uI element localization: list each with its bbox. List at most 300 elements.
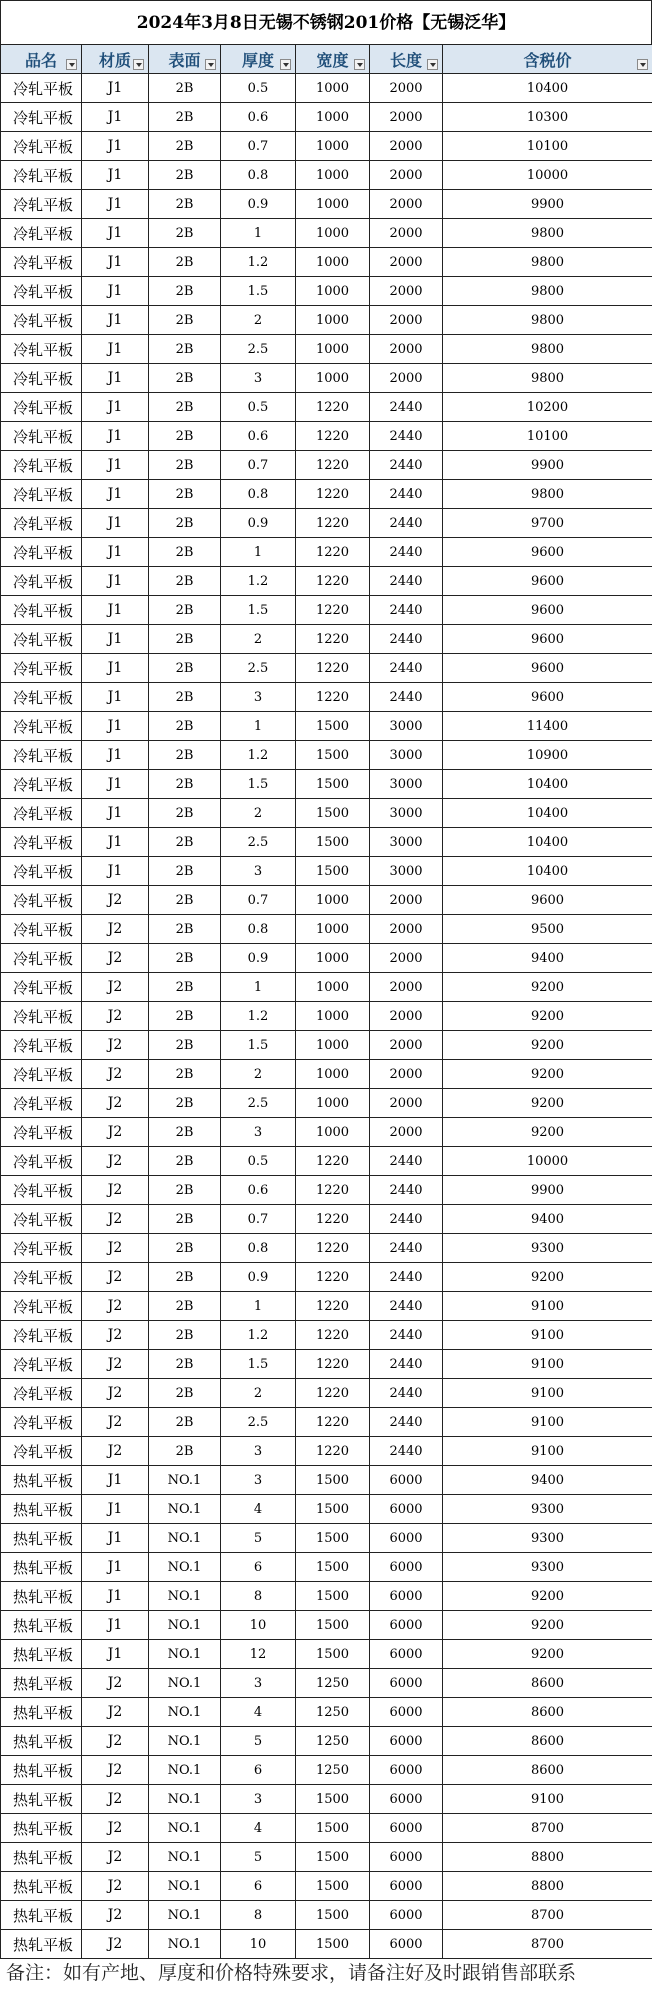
cell-surface[interactable]: NO.1 — [149, 1611, 221, 1640]
cell-thickness[interactable]: 2.5 — [221, 654, 296, 683]
cell-thickness[interactable]: 4 — [221, 1698, 296, 1727]
cell-thickness[interactable]: 0.6 — [221, 422, 296, 451]
cell-width[interactable]: 1500 — [296, 1553, 370, 1582]
cell-price[interactable]: 9200 — [443, 1060, 652, 1089]
cell-thickness[interactable]: 2 — [221, 625, 296, 654]
filter-dropdown-icon[interactable] — [427, 59, 438, 70]
cell-price[interactable]: 9400 — [443, 944, 652, 973]
cell-thickness[interactable]: 1 — [221, 1292, 296, 1321]
cell-surface[interactable]: 2B — [149, 625, 221, 654]
cell-material[interactable]: J1 — [82, 596, 149, 625]
cell-width[interactable]: 1250 — [296, 1727, 370, 1756]
cell-width[interactable]: 1220 — [296, 683, 370, 712]
cell-length[interactable]: 2000 — [370, 915, 443, 944]
cell-length[interactable]: 2000 — [370, 973, 443, 1002]
cell-material[interactable]: J1 — [82, 393, 149, 422]
cell-name[interactable]: 冷轧平板 — [1, 1031, 82, 1060]
cell-surface[interactable]: NO.1 — [149, 1466, 221, 1495]
cell-width[interactable]: 1220 — [296, 1205, 370, 1234]
cell-thickness[interactable]: 3 — [221, 1437, 296, 1466]
cell-name[interactable]: 冷轧平板 — [1, 625, 82, 654]
cell-thickness[interactable]: 3 — [221, 1118, 296, 1147]
cell-thickness[interactable]: 12 — [221, 1640, 296, 1669]
cell-length[interactable]: 2000 — [370, 277, 443, 306]
cell-thickness[interactable]: 1.2 — [221, 741, 296, 770]
cell-width[interactable]: 1500 — [296, 1582, 370, 1611]
cell-length[interactable]: 2440 — [370, 1292, 443, 1321]
cell-material[interactable]: J2 — [82, 915, 149, 944]
cell-length[interactable]: 2000 — [370, 886, 443, 915]
cell-length[interactable]: 6000 — [370, 1843, 443, 1872]
cell-name[interactable]: 冷轧平板 — [1, 886, 82, 915]
cell-name[interactable]: 冷轧平板 — [1, 1147, 82, 1176]
cell-thickness[interactable]: 1.2 — [221, 567, 296, 596]
cell-price[interactable]: 9200 — [443, 1263, 652, 1292]
cell-thickness[interactable]: 5 — [221, 1524, 296, 1553]
cell-width[interactable]: 1220 — [296, 422, 370, 451]
cell-surface[interactable]: NO.1 — [149, 1640, 221, 1669]
cell-length[interactable]: 2440 — [370, 1379, 443, 1408]
cell-surface[interactable]: 2B — [149, 248, 221, 277]
cell-width[interactable]: 1220 — [296, 1263, 370, 1292]
cell-surface[interactable]: 2B — [149, 1147, 221, 1176]
cell-surface[interactable]: 2B — [149, 306, 221, 335]
cell-length[interactable]: 2000 — [370, 248, 443, 277]
cell-width[interactable]: 1220 — [296, 1321, 370, 1350]
cell-price[interactable]: 9100 — [443, 1437, 652, 1466]
cell-material[interactable]: J1 — [82, 538, 149, 567]
cell-width[interactable]: 1500 — [296, 1872, 370, 1901]
cell-material[interactable]: J2 — [82, 1872, 149, 1901]
cell-price[interactable]: 9300 — [443, 1234, 652, 1263]
cell-surface[interactable]: NO.1 — [149, 1553, 221, 1582]
cell-length[interactable]: 2440 — [370, 1263, 443, 1292]
cell-width[interactable]: 1500 — [296, 1901, 370, 1930]
cell-thickness[interactable]: 0.9 — [221, 944, 296, 973]
cell-surface[interactable]: 2B — [149, 1089, 221, 1118]
cell-price[interactable]: 10000 — [443, 1147, 652, 1176]
cell-length[interactable]: 3000 — [370, 741, 443, 770]
cell-surface[interactable]: 2B — [149, 1437, 221, 1466]
cell-material[interactable]: J1 — [82, 770, 149, 799]
cell-name[interactable]: 热轧平板 — [1, 1930, 82, 1959]
cell-length[interactable]: 2000 — [370, 219, 443, 248]
cell-width[interactable]: 1000 — [296, 335, 370, 364]
cell-width[interactable]: 1220 — [296, 393, 370, 422]
cell-price[interactable]: 9300 — [443, 1524, 652, 1553]
cell-name[interactable]: 冷轧平板 — [1, 1263, 82, 1292]
cell-name[interactable]: 冷轧平板 — [1, 857, 82, 886]
cell-thickness[interactable]: 0.6 — [221, 1176, 296, 1205]
cell-surface[interactable]: 2B — [149, 393, 221, 422]
cell-width[interactable]: 1250 — [296, 1698, 370, 1727]
cell-name[interactable]: 热轧平板 — [1, 1669, 82, 1698]
cell-thickness[interactable]: 4 — [221, 1495, 296, 1524]
cell-price[interactable]: 8600 — [443, 1756, 652, 1785]
cell-name[interactable]: 冷轧平板 — [1, 596, 82, 625]
cell-length[interactable]: 2440 — [370, 1408, 443, 1437]
cell-material[interactable]: J2 — [82, 1321, 149, 1350]
cell-width[interactable]: 1220 — [296, 1147, 370, 1176]
cell-material[interactable]: J2 — [82, 1263, 149, 1292]
cell-thickness[interactable]: 0.8 — [221, 915, 296, 944]
cell-price[interactable]: 10400 — [443, 828, 652, 857]
cell-width[interactable]: 1500 — [296, 828, 370, 857]
cell-length[interactable]: 2440 — [370, 480, 443, 509]
cell-material[interactable]: J2 — [82, 1814, 149, 1843]
cell-name[interactable]: 热轧平板 — [1, 1524, 82, 1553]
cell-length[interactable]: 6000 — [370, 1727, 443, 1756]
cell-price[interactable]: 9900 — [443, 190, 652, 219]
cell-price[interactable]: 9100 — [443, 1321, 652, 1350]
cell-thickness[interactable]: 1.5 — [221, 277, 296, 306]
cell-length[interactable]: 6000 — [370, 1611, 443, 1640]
cell-surface[interactable]: 2B — [149, 741, 221, 770]
cell-price[interactable]: 8700 — [443, 1814, 652, 1843]
cell-name[interactable]: 热轧平板 — [1, 1640, 82, 1669]
cell-surface[interactable]: 2B — [149, 857, 221, 886]
cell-width[interactable]: 1220 — [296, 1379, 370, 1408]
cell-name[interactable]: 冷轧平板 — [1, 1205, 82, 1234]
cell-price[interactable]: 9600 — [443, 654, 652, 683]
cell-length[interactable]: 3000 — [370, 799, 443, 828]
cell-thickness[interactable]: 6 — [221, 1553, 296, 1582]
cell-material[interactable]: J2 — [82, 1669, 149, 1698]
cell-length[interactable]: 2440 — [370, 1205, 443, 1234]
cell-price[interactable]: 9300 — [443, 1553, 652, 1582]
cell-material[interactable]: J1 — [82, 219, 149, 248]
cell-material[interactable]: J2 — [82, 1930, 149, 1959]
cell-surface[interactable]: NO.1 — [149, 1582, 221, 1611]
cell-name[interactable]: 冷轧平板 — [1, 1089, 82, 1118]
cell-width[interactable]: 1000 — [296, 132, 370, 161]
cell-material[interactable]: J1 — [82, 190, 149, 219]
cell-thickness[interactable]: 1 — [221, 538, 296, 567]
cell-width[interactable]: 1000 — [296, 364, 370, 393]
cell-material[interactable]: J2 — [82, 1350, 149, 1379]
cell-price[interactable]: 9900 — [443, 1176, 652, 1205]
cell-length[interactable]: 2440 — [370, 422, 443, 451]
cell-surface[interactable]: 2B — [149, 1002, 221, 1031]
cell-thickness[interactable]: 3 — [221, 1785, 296, 1814]
cell-thickness[interactable]: 4 — [221, 1814, 296, 1843]
cell-surface[interactable]: NO.1 — [149, 1495, 221, 1524]
cell-surface[interactable]: 2B — [149, 1263, 221, 1292]
cell-surface[interactable]: 2B — [149, 886, 221, 915]
cell-width[interactable]: 1000 — [296, 944, 370, 973]
cell-width[interactable]: 1000 — [296, 219, 370, 248]
cell-name[interactable]: 冷轧平板 — [1, 364, 82, 393]
cell-price[interactable]: 9200 — [443, 1031, 652, 1060]
cell-thickness[interactable]: 1.5 — [221, 770, 296, 799]
cell-name[interactable]: 热轧平板 — [1, 1698, 82, 1727]
cell-material[interactable]: J2 — [82, 1176, 149, 1205]
cell-name[interactable]: 热轧平板 — [1, 1466, 82, 1495]
cell-thickness[interactable]: 0.9 — [221, 1263, 296, 1292]
cell-length[interactable]: 2000 — [370, 306, 443, 335]
cell-price[interactable]: 8600 — [443, 1698, 652, 1727]
cell-length[interactable]: 6000 — [370, 1669, 443, 1698]
cell-name[interactable]: 冷轧平板 — [1, 451, 82, 480]
cell-thickness[interactable]: 3 — [221, 1466, 296, 1495]
cell-name[interactable]: 冷轧平板 — [1, 393, 82, 422]
cell-surface[interactable]: 2B — [149, 1118, 221, 1147]
cell-surface[interactable]: 2B — [149, 480, 221, 509]
cell-width[interactable]: 1500 — [296, 799, 370, 828]
cell-thickness[interactable]: 0.9 — [221, 190, 296, 219]
cell-length[interactable]: 2440 — [370, 451, 443, 480]
cell-length[interactable]: 6000 — [370, 1524, 443, 1553]
cell-width[interactable]: 1220 — [296, 538, 370, 567]
cell-length[interactable]: 2440 — [370, 654, 443, 683]
cell-name[interactable]: 冷轧平板 — [1, 1379, 82, 1408]
cell-material[interactable]: J2 — [82, 1379, 149, 1408]
cell-material[interactable]: J2 — [82, 1147, 149, 1176]
cell-surface[interactable]: NO.1 — [149, 1785, 221, 1814]
filter-dropdown-icon[interactable] — [133, 59, 144, 70]
cell-thickness[interactable]: 2 — [221, 1379, 296, 1408]
cell-price[interactable]: 8800 — [443, 1843, 652, 1872]
cell-material[interactable]: J1 — [82, 161, 149, 190]
cell-width[interactable]: 1500 — [296, 770, 370, 799]
cell-width[interactable]: 1000 — [296, 190, 370, 219]
cell-material[interactable]: J1 — [82, 248, 149, 277]
cell-surface[interactable]: NO.1 — [149, 1669, 221, 1698]
cell-name[interactable]: 热轧平板 — [1, 1727, 82, 1756]
cell-thickness[interactable]: 0.7 — [221, 132, 296, 161]
cell-price[interactable]: 9400 — [443, 1466, 652, 1495]
cell-surface[interactable]: 2B — [149, 103, 221, 132]
cell-surface[interactable]: 2B — [149, 915, 221, 944]
cell-thickness[interactable]: 1 — [221, 712, 296, 741]
cell-surface[interactable]: 2B — [149, 190, 221, 219]
cell-thickness[interactable]: 1 — [221, 973, 296, 1002]
cell-length[interactable]: 2000 — [370, 364, 443, 393]
cell-thickness[interactable]: 2.5 — [221, 828, 296, 857]
cell-material[interactable]: J1 — [82, 741, 149, 770]
cell-name[interactable]: 冷轧平板 — [1, 1002, 82, 1031]
cell-width[interactable]: 1220 — [296, 1234, 370, 1263]
cell-surface[interactable]: 2B — [149, 1031, 221, 1060]
cell-thickness[interactable]: 0.8 — [221, 161, 296, 190]
cell-material[interactable]: J2 — [82, 1031, 149, 1060]
cell-name[interactable]: 冷轧平板 — [1, 915, 82, 944]
cell-material[interactable]: J2 — [82, 1756, 149, 1785]
cell-name[interactable]: 冷轧平板 — [1, 712, 82, 741]
cell-width[interactable]: 1250 — [296, 1756, 370, 1785]
cell-width[interactable]: 1220 — [296, 1350, 370, 1379]
filter-dropdown-icon[interactable] — [66, 59, 77, 70]
cell-width[interactable]: 1000 — [296, 161, 370, 190]
cell-length[interactable]: 2440 — [370, 393, 443, 422]
cell-name[interactable]: 冷轧平板 — [1, 973, 82, 1002]
cell-price[interactable]: 9600 — [443, 596, 652, 625]
cell-name[interactable]: 冷轧平板 — [1, 161, 82, 190]
cell-price[interactable]: 8700 — [443, 1901, 652, 1930]
cell-width[interactable]: 1000 — [296, 1118, 370, 1147]
cell-material[interactable]: J2 — [82, 1901, 149, 1930]
cell-material[interactable]: J1 — [82, 422, 149, 451]
cell-name[interactable]: 冷轧平板 — [1, 190, 82, 219]
cell-surface[interactable]: 2B — [149, 1321, 221, 1350]
cell-length[interactable]: 2000 — [370, 103, 443, 132]
cell-surface[interactable]: 2B — [149, 1408, 221, 1437]
cell-surface[interactable]: 2B — [149, 799, 221, 828]
cell-material[interactable]: J1 — [82, 1640, 149, 1669]
cell-thickness[interactable]: 1.5 — [221, 596, 296, 625]
filter-dropdown-icon[interactable] — [354, 59, 365, 70]
cell-surface[interactable]: 2B — [149, 277, 221, 306]
cell-price[interactable]: 9500 — [443, 915, 652, 944]
cell-price[interactable]: 9200 — [443, 1611, 652, 1640]
cell-width[interactable]: 1220 — [296, 451, 370, 480]
cell-thickness[interactable]: 0.7 — [221, 451, 296, 480]
cell-price[interactable]: 9800 — [443, 335, 652, 364]
cell-thickness[interactable]: 1.5 — [221, 1031, 296, 1060]
cell-thickness[interactable]: 5 — [221, 1727, 296, 1756]
filter-dropdown-icon[interactable] — [205, 59, 216, 70]
cell-width[interactable]: 1220 — [296, 509, 370, 538]
cell-width[interactable]: 1000 — [296, 1031, 370, 1060]
cell-price[interactable]: 10000 — [443, 161, 652, 190]
cell-price[interactable]: 9600 — [443, 886, 652, 915]
cell-thickness[interactable]: 0.7 — [221, 886, 296, 915]
cell-surface[interactable]: 2B — [149, 1060, 221, 1089]
cell-thickness[interactable]: 1.2 — [221, 248, 296, 277]
cell-thickness[interactable]: 6 — [221, 1756, 296, 1785]
cell-name[interactable]: 冷轧平板 — [1, 277, 82, 306]
cell-width[interactable]: 1220 — [296, 1437, 370, 1466]
cell-name[interactable]: 热轧平板 — [1, 1756, 82, 1785]
cell-surface[interactable]: NO.1 — [149, 1930, 221, 1959]
cell-material[interactable]: J2 — [82, 1843, 149, 1872]
cell-surface[interactable]: 2B — [149, 335, 221, 364]
cell-length[interactable]: 2000 — [370, 1060, 443, 1089]
cell-thickness[interactable]: 6 — [221, 1872, 296, 1901]
cell-length[interactable]: 6000 — [370, 1930, 443, 1959]
cell-name[interactable]: 热轧平板 — [1, 1582, 82, 1611]
cell-material[interactable]: J2 — [82, 1089, 149, 1118]
cell-material[interactable]: J2 — [82, 1408, 149, 1437]
cell-material[interactable]: J2 — [82, 1785, 149, 1814]
cell-thickness[interactable]: 0.8 — [221, 1234, 296, 1263]
cell-length[interactable]: 3000 — [370, 712, 443, 741]
cell-thickness[interactable]: 0.8 — [221, 480, 296, 509]
cell-name[interactable]: 热轧平板 — [1, 1495, 82, 1524]
cell-length[interactable]: 6000 — [370, 1553, 443, 1582]
cell-name[interactable]: 冷轧平板 — [1, 1292, 82, 1321]
cell-name[interactable]: 冷轧平板 — [1, 248, 82, 277]
cell-length[interactable]: 6000 — [370, 1872, 443, 1901]
cell-surface[interactable]: NO.1 — [149, 1901, 221, 1930]
cell-surface[interactable]: 2B — [149, 944, 221, 973]
cell-material[interactable]: J1 — [82, 799, 149, 828]
cell-price[interactable]: 9900 — [443, 451, 652, 480]
cell-name[interactable]: 冷轧平板 — [1, 306, 82, 335]
cell-width[interactable]: 1500 — [296, 1930, 370, 1959]
cell-thickness[interactable]: 2.5 — [221, 1089, 296, 1118]
cell-name[interactable]: 冷轧平板 — [1, 741, 82, 770]
cell-material[interactable]: J1 — [82, 1495, 149, 1524]
cell-material[interactable]: J1 — [82, 857, 149, 886]
cell-material[interactable]: J1 — [82, 306, 149, 335]
cell-material[interactable]: J2 — [82, 886, 149, 915]
cell-name[interactable]: 冷轧平板 — [1, 1234, 82, 1263]
cell-material[interactable]: J2 — [82, 1060, 149, 1089]
cell-material[interactable]: J1 — [82, 277, 149, 306]
cell-width[interactable]: 1250 — [296, 1669, 370, 1698]
cell-price[interactable]: 9800 — [443, 248, 652, 277]
cell-price[interactable]: 9100 — [443, 1408, 652, 1437]
cell-thickness[interactable]: 0.5 — [221, 74, 296, 103]
cell-price[interactable]: 9400 — [443, 1205, 652, 1234]
cell-width[interactable]: 1000 — [296, 306, 370, 335]
cell-material[interactable]: J1 — [82, 1466, 149, 1495]
cell-name[interactable]: 热轧平板 — [1, 1814, 82, 1843]
cell-width[interactable]: 1000 — [296, 103, 370, 132]
cell-length[interactable]: 2000 — [370, 1089, 443, 1118]
cell-surface[interactable]: 2B — [149, 1234, 221, 1263]
cell-name[interactable]: 冷轧平板 — [1, 944, 82, 973]
cell-thickness[interactable]: 1 — [221, 219, 296, 248]
cell-surface[interactable]: NO.1 — [149, 1727, 221, 1756]
cell-length[interactable]: 2000 — [370, 161, 443, 190]
cell-length[interactable]: 2000 — [370, 335, 443, 364]
cell-price[interactable]: 10400 — [443, 74, 652, 103]
cell-name[interactable]: 冷轧平板 — [1, 1350, 82, 1379]
cell-name[interactable]: 热轧平板 — [1, 1611, 82, 1640]
cell-width[interactable]: 1220 — [296, 480, 370, 509]
cell-length[interactable]: 2000 — [370, 944, 443, 973]
cell-price[interactable]: 10400 — [443, 799, 652, 828]
cell-length[interactable]: 6000 — [370, 1640, 443, 1669]
cell-material[interactable]: J1 — [82, 132, 149, 161]
cell-thickness[interactable]: 1.2 — [221, 1002, 296, 1031]
cell-material[interactable]: J2 — [82, 1205, 149, 1234]
cell-price[interactable]: 9200 — [443, 1089, 652, 1118]
cell-name[interactable]: 冷轧平板 — [1, 132, 82, 161]
cell-length[interactable]: 2440 — [370, 538, 443, 567]
cell-width[interactable]: 1220 — [296, 654, 370, 683]
cell-width[interactable]: 1000 — [296, 1060, 370, 1089]
cell-surface[interactable]: 2B — [149, 161, 221, 190]
cell-width[interactable]: 1000 — [296, 277, 370, 306]
cell-thickness[interactable]: 2.5 — [221, 1408, 296, 1437]
cell-thickness[interactable]: 1.2 — [221, 1321, 296, 1350]
cell-length[interactable]: 2440 — [370, 596, 443, 625]
cell-price[interactable]: 10300 — [443, 103, 652, 132]
cell-surface[interactable]: NO.1 — [149, 1814, 221, 1843]
cell-material[interactable]: J2 — [82, 944, 149, 973]
cell-thickness[interactable]: 2 — [221, 306, 296, 335]
cell-name[interactable]: 冷轧平板 — [1, 480, 82, 509]
filter-dropdown-icon[interactable] — [637, 59, 648, 70]
cell-width[interactable]: 1500 — [296, 741, 370, 770]
cell-price[interactable]: 9300 — [443, 1495, 652, 1524]
cell-material[interactable]: J1 — [82, 625, 149, 654]
cell-width[interactable]: 1220 — [296, 1176, 370, 1205]
cell-material[interactable]: J1 — [82, 451, 149, 480]
cell-width[interactable]: 1000 — [296, 886, 370, 915]
cell-thickness[interactable]: 1.5 — [221, 1350, 296, 1379]
cell-length[interactable]: 2440 — [370, 1147, 443, 1176]
cell-surface[interactable]: 2B — [149, 973, 221, 1002]
cell-material[interactable]: J1 — [82, 103, 149, 132]
cell-surface[interactable]: 2B — [149, 74, 221, 103]
cell-material[interactable]: J1 — [82, 480, 149, 509]
cell-thickness[interactable]: 0.5 — [221, 393, 296, 422]
cell-name[interactable]: 冷轧平板 — [1, 219, 82, 248]
